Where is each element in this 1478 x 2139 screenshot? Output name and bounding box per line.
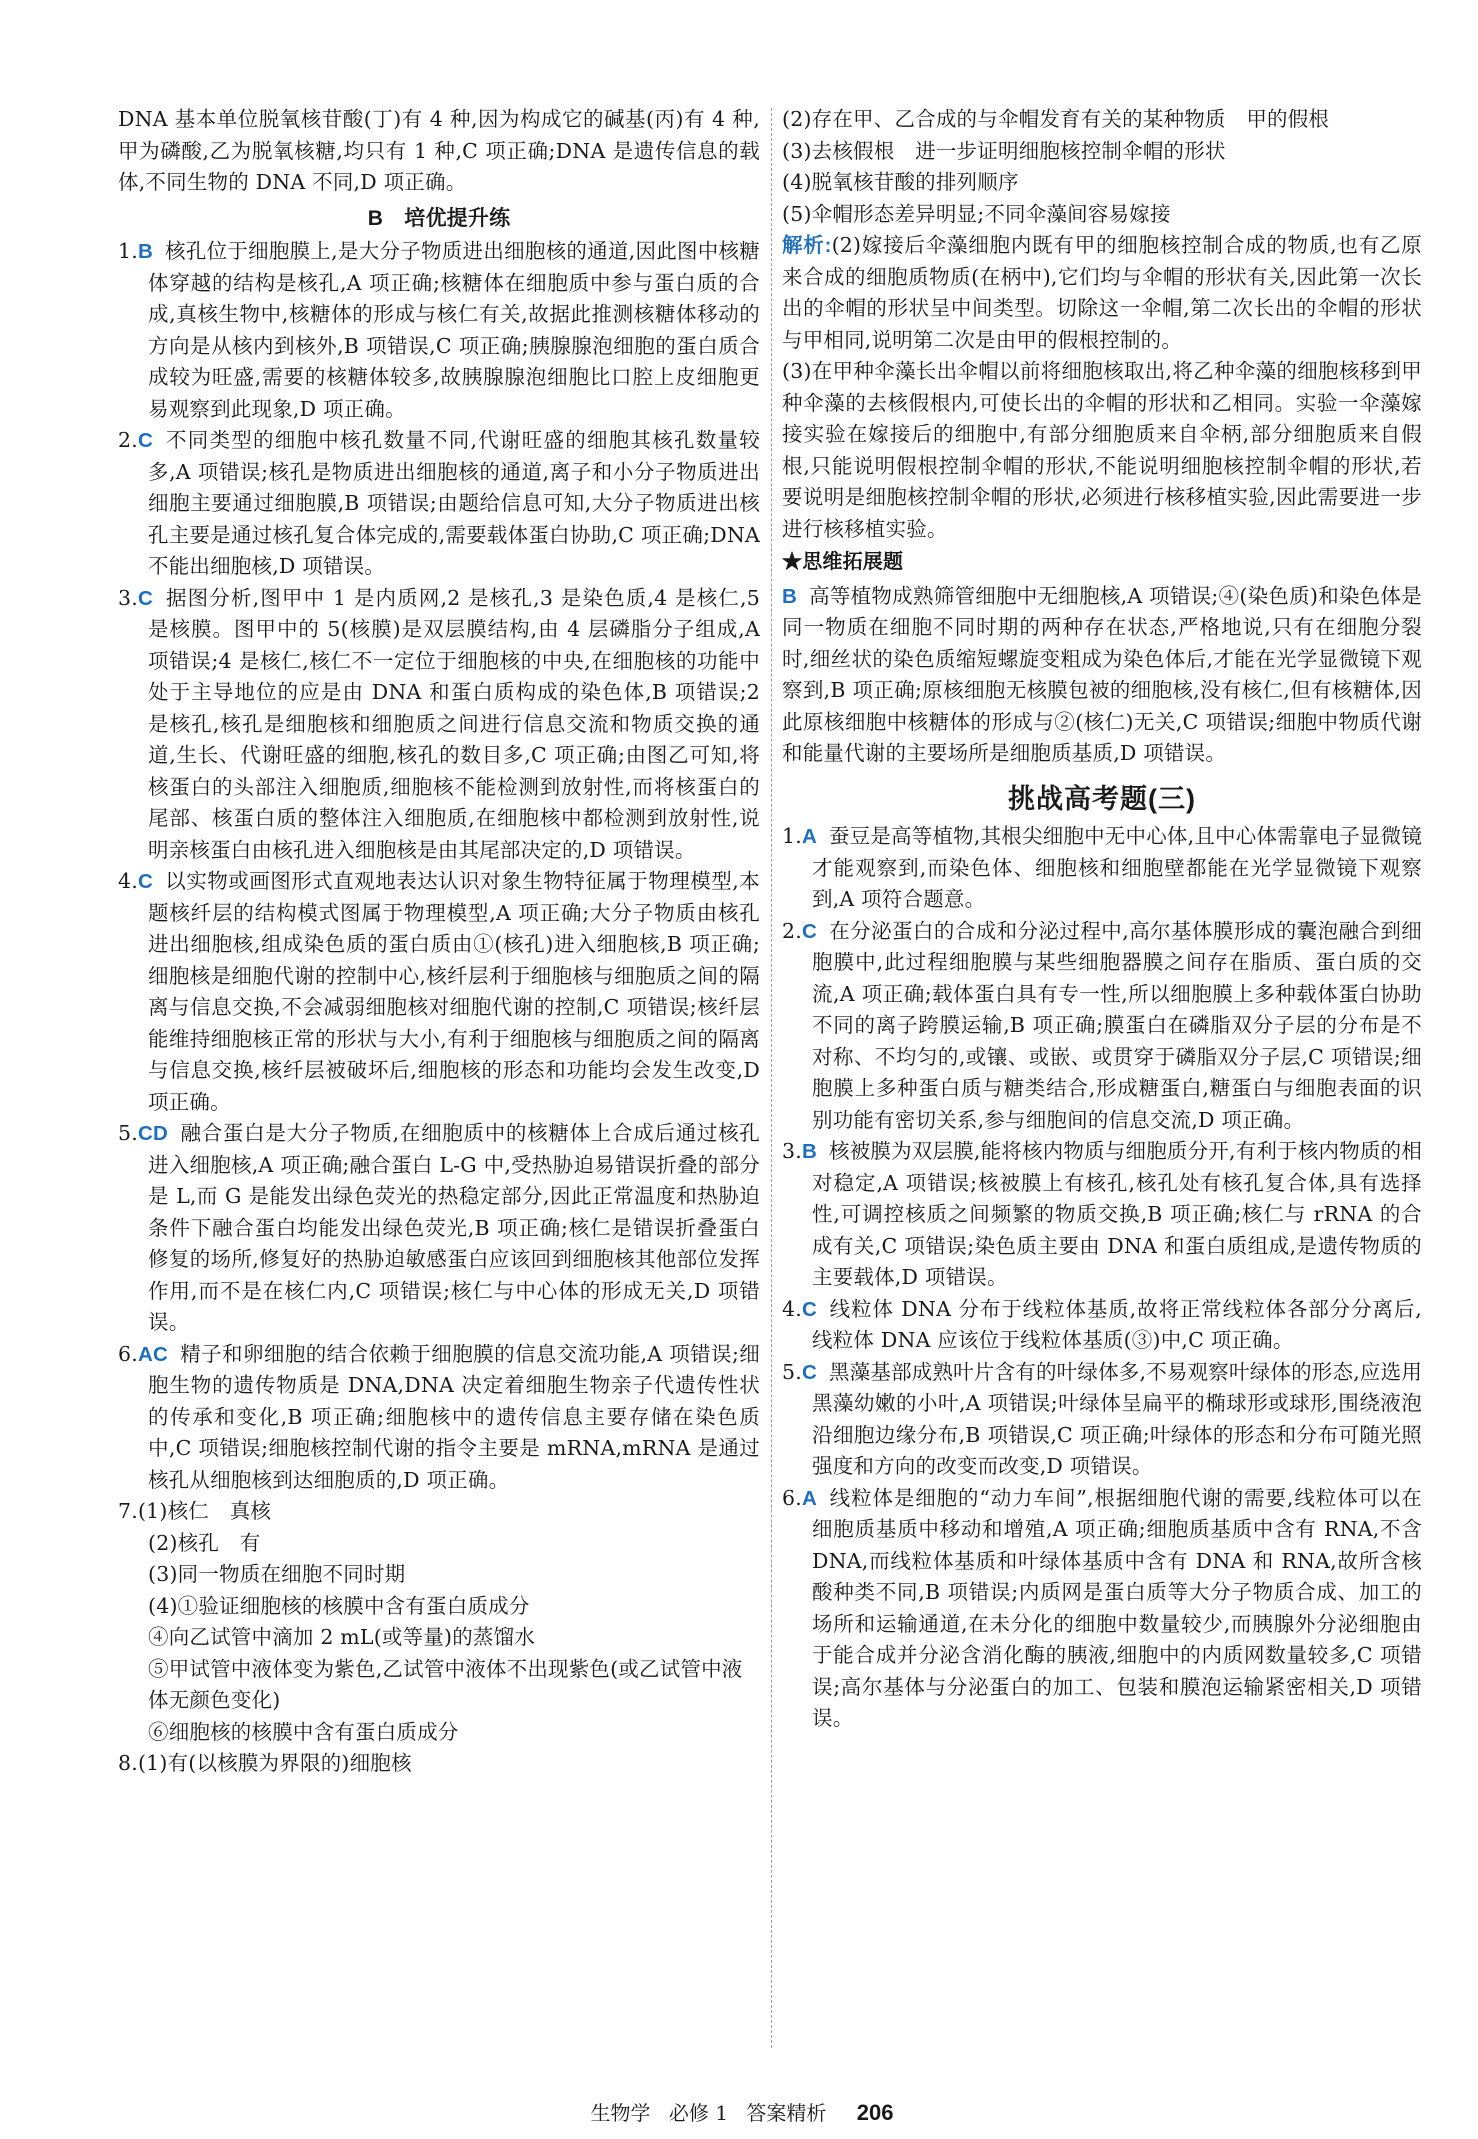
challenge-item-3 (782, 1136, 1422, 1294)
item-number: 4. (782, 1296, 802, 1321)
section-heading-b: B 培优提升练 (367, 206, 511, 230)
answer-line: (3)同一物质在细胞不同时期 (148, 1562, 406, 1586)
answer-text: 核孔位于细胞膜上,是大分子物质进出细胞核的通道,因此图中核糖体穿越的结构是核孔,A 项正确;核糖体在细胞质中参与蛋白质的合成,真核生物中,核糖体的形成与核仁有关,故据此推测核糖体移动的方向是从核内到核外,B 项错误,C 项正确;胰腺腺泡细胞的蛋白质合成较为旺盛,需要的核糖体较多,故胰腺腺泡细胞比口腔上皮细胞更易观察到此现象,D 项正确。 (148, 239, 760, 421)
answer-letter: C (801, 919, 817, 943)
item-number: 6. (782, 1485, 802, 1510)
answer-item-3 (118, 583, 760, 867)
challenge-item-1 (782, 821, 1422, 916)
challenge-item-2 (782, 916, 1422, 1137)
answer-letter: B (782, 584, 798, 608)
answer-text: 核被膜为双层膜,能将核内物质与细胞质分开,有利于核内物质的相对稳定,A 项错误;核被膜上有核孔,核孔处有核孔复合体,具有选择性,可调控核质之间频繁的物质交换,B 项正确;核仁与 rRNA 的合成有关,C 项错误;染色质主要由 DNA 和蛋白质组成,是遗传物质的主要载体,D 项错误。 (812, 1139, 1422, 1289)
left-column (118, 104, 760, 2064)
challenge-item-4 (782, 1294, 1422, 1357)
analysis-paragraph-2: (3)在甲种伞藻长出伞帽以前将细胞核取出,将乙种伞藻的细胞核移到甲种伞藻的去核假根内,可使长出的伞帽的形状和乙相同。实验一伞藻嫁接实验在嫁接后的细胞中,有部分细胞质来自伞柄,部分细胞质来自假根,只能说明假根控制伞帽的形状,不能说明细胞核控制伞帽的形状,若要说明是细胞核控制伞帽的形状,必须进行核移植实验,因此需要进一步进行核移植实验。 (782, 359, 1422, 541)
challenge-item-6 (782, 1483, 1422, 1735)
answer-line: (4)脱氧核苷酸的排列顺序 (782, 170, 1019, 194)
right-column (782, 104, 1422, 2064)
answer-line: ⑤甲试管中液体变为紫色,乙试管中液体不出现紫色(或乙试管中液体无颜色变化) (148, 1656, 743, 1712)
answer-letter: C (137, 429, 153, 452)
answer-item-7 (118, 1496, 760, 1528)
answer-text: 高等植物成熟筛管细胞中无细胞核,A 项错误;④(染色质)和染色体是同一物质在细胞不同时期的两种存在状态,严格地说,只有在细胞分裂时,细丝状的染色质缩短螺旋变粗成为染色体后,才能在光学显微镜下观察到,B 项正确;原核细胞无核膜包被的细胞核,没有核仁,但有核糖体,因此原核细胞中核糖体的形成与②(核仁)无关,C 项错误;细胞中物质代谢和能量代谢的主要场所是细胞质基质,D 项错误。 (782, 583, 1422, 765)
answer-item-4 (118, 866, 760, 1118)
answer-letter: C (137, 870, 153, 893)
answer-line: (5)伞帽形态差异明显;不同伞藻间容易嫁接 (782, 201, 1171, 226)
answer-item-1 (118, 236, 760, 425)
item-number: 5. (782, 1359, 802, 1384)
footer-book: 必修 1 (668, 2101, 728, 2125)
answer-text: 黑藻基部成熟叶片含有的叶绿体多,不易观察叶绿体的形态,应选用黑藻幼嫩的小叶,A 项错误;叶绿体呈扁平的椭球形或球形,围绕液泡沿细胞边缘分布,B 项错误,C 项正确;叶绿体的形态和分布可随光照强度和方向的改变而改变,D 项错误。 (812, 1359, 1422, 1478)
item-number: 6. (118, 1341, 138, 1366)
item-number: 2. (118, 428, 138, 452)
page-number: 206 (856, 2100, 894, 2125)
footer-section: 答案精析 (746, 2101, 827, 2125)
answer-text: (1)核仁 真核 (137, 1499, 272, 1523)
item-number: 3. (118, 585, 138, 610)
item-number: 1. (118, 239, 138, 263)
answer-text: 据图分析,图甲中 1 是内质网,2 是核孔,3 是染色质,4 是核仁,5 是核膜。图甲中的 5(核膜)是双层膜结构,由 4 层磷脂分子组成,A 项错误;4 是核仁,核仁不一定位于细胞核的中央,在细胞核的功能中处于主导地位的应是由 DNA 和蛋白质构成的染色体,B 项错误;2 是核孔,核孔是细胞核和细胞质之间进行信息交流和物质交换的通道,生长、代谢旺盛的细胞,核孔的数目多,C 项正确;由图乙可知,将核蛋白的头部注入细胞质,细胞核不能检测到放射性,而将核蛋白的尾部、核蛋白质的整体注入细胞质,在细胞核中都检测到放射性,说明亲核蛋白由核孔进入细胞核是由其尾部决定的,D 项错误。 (148, 585, 760, 862)
answer-text: 在分泌蛋白的合成和分泌过程中,高尔基体膜形成的囊泡融合到细胞膜中,此过程细胞膜与某些细胞器膜之间存在脂质、蛋白质的交流,A 项正确;载体蛋白具有专一性,所以细胞膜上多种载体蛋白协助不同的离子跨膜运输,B 项正确;膜蛋白在磷脂双分子层的分布是不对称、不均匀的,或镶、或嵌、或贯穿于磷脂双分子层,C 项错误;细胞膜上多种蛋白质与糖类结合,形成糖蛋白,糖蛋白与细胞表面的识别功能有密切关系,参与细胞间的信息交流,D 项正确。 (812, 918, 1422, 1132)
answer-text: 线粒体 DNA 分布于线粒体基质,故将正常线粒体各部分分离后,线粒体 DNA 应该位于线粒体基质(③)中,C 项正确。 (812, 1296, 1422, 1352)
answer-letter: B (801, 1140, 817, 1163)
item-number: 3. (782, 1139, 802, 1163)
answer-text: 线粒体是细胞的“动力车间”,根据细胞代谢的需要,线粒体可以在细胞质基质中移动和增殖,A 项正确;细胞质基质中含有 RNA,不含 DNA,而线粒体基质和叶绿体基质中含有 DNA 和 RNA,故所含核酸种类不同,B 项错误;内质网是蛋白质等大分子物质合成、加工的场所和运输通道,在未分化的细胞中数量较少,而胰腺外分泌细胞由于能合成并分泌含消化酶的胰液,细胞中的内质网数量较多,C 项错误;高尔基体与分泌蛋白的加工、包装和膜泡运输紧密相关,D 项错误。 (812, 1485, 1422, 1730)
challenge-item-5 (782, 1357, 1422, 1483)
answer-item-5 (118, 1118, 760, 1339)
answer-text: 不同类型的细胞中核孔数量不同,代谢旺盛的细胞其核孔数量较多,A 项错误;核孔是物质进出细胞核的通道,离子和小分子物质进出细胞主要通过细胞膜,B 项错误;由题给信息可知,大分子物质进出核孔主要是通过核孔复合体完成的,需要载体蛋白协助,C 项正确;DNA 不能出细胞核,D 项错误。 (148, 428, 760, 578)
answer-letter: A (801, 825, 817, 848)
answer-item-8 (118, 1748, 760, 1780)
answer-line: (3)去核假根 进一步证明细胞核控制伞帽的形状 (782, 138, 1226, 163)
item-number: 7. (118, 1499, 138, 1523)
answer-item-6 (118, 1339, 760, 1497)
answer-line: ④向乙试管中滴加 2 mL(或等量)的蒸馏水 (148, 1625, 536, 1649)
answer-line: (2)存在甲、乙合成的与伞帽发育有关的某种物质 甲的假根 (782, 107, 1330, 131)
analysis-label: 解析: (782, 234, 832, 257)
challenge-heading: 挑战高考题(三) (1008, 783, 1196, 814)
analysis-paragraph-1 (782, 230, 1422, 356)
item-number: 1. (782, 824, 802, 848)
thinking-extension-heading: ★思维拓展题 (782, 551, 904, 573)
answer-text: 以实物或画图形式直观地表达认识对象生物特征属于物理模型,本题核纤层的结构模式图属于物理模型,A 项正确;大分子物质由核孔进出细胞核,组成染色质的蛋白质由①(核孔)进入细胞核,B 项正确;细胞核是细胞代谢的控制中心,核纤层利于细胞核与细胞质之间的隔离与信息交换,不会减弱细胞核对细胞代谢的控制,C 项错误;核纤层能维持细胞核正常的形状与大小,有利于细胞核与细胞质之间的隔离与信息交换,核纤层被破坏后,细胞核的形态和功能均会发生改变,D 项正确。 (148, 869, 760, 1114)
answer-letter: C (137, 586, 153, 610)
answer-text: 蚕豆是高等植物,其根尖细胞中无中心体,且中心体需靠电子显微镜才能观察到,而染色体、细胞核和细胞壁都能在光学显微镜下观察到,A 项符合题意。 (812, 824, 1422, 911)
answer-text: 融合蛋白是大分子物质,在细胞质中的核糖体上合成后通过核孔进入细胞核,A 项正确;融合蛋白 L-G 中,受热胁迫易错误折叠的部分是 L,而 G 是能发出绿色荧光的热稳定部分,因此正常温度和热胁迫条件下融合蛋白均能发出绿色荧光,B 项正确;核仁是错误折叠蛋白修复的场所,修复好的热胁迫敏感蛋白应该回到细胞核其他部位发挥作用,而不是在核仁内,C 项错误;核仁与中心体的形成无关,D 项错误。 (148, 1121, 760, 1334)
answer-letter: B (137, 240, 153, 263)
answer-letter: A (801, 1486, 817, 1510)
item-number: 5. (118, 1121, 138, 1145)
answer-line: (2)核孔 有 (148, 1530, 261, 1555)
column-divider (771, 108, 772, 2048)
answer-letter: CD (137, 1122, 168, 1145)
answer-item-2 (118, 425, 760, 583)
star-answer (782, 581, 1422, 770)
item-number: 2. (782, 918, 802, 943)
answer-line: (4)①验证细胞核的核膜中含有蛋白质成分 (148, 1593, 530, 1618)
answer-text: 精子和卵细胞的结合依赖于细胞膜的信息交流功能,A 项错误;细胞生物的遗传物质是 DNA,DNA 决定着细胞生物亲子代遗传性状的传承和变化,B 项正确;细胞核中的遗传信息主要存储在染色质中,C 项错误;细胞核控制代谢的指令主要是 mRNA,mRNA 是通过核孔从细胞核到达细胞质的,D 项正确。 (148, 1341, 760, 1492)
answer-letter: C (801, 1297, 817, 1321)
answer-letter: C (801, 1360, 817, 1384)
item-number: 8. (118, 1751, 138, 1775)
answer-letter: AC (137, 1342, 168, 1366)
intro-paragraph: DNA 基本单位脱氧核苷酸(丁)有 4 种,因为构成它的碱基(丙)有 4 种,甲为磷酸,乙为脱氧核糖,均只有 1 种,C 项正确;DNA 是遗传信息的载体,不同生物的 DNA 不同,D 项正确。 (118, 107, 760, 194)
item-number: 4. (118, 869, 138, 893)
analysis-text: (2)嫁接后伞藻细胞内既有甲的细胞核控制合成的物质,也有乙原来合成的细胞质物质(在柄中),它们均与伞帽的形状有关,因此第一次长出的伞帽的形状呈中间类型。切除这一伞帽,第二次长出的伞帽的形状与甲相同,说明第二次是由甲的假根控制的。 (782, 233, 1422, 352)
page-footer (0, 2097, 1478, 2126)
footer-subject: 生物学 (590, 2101, 651, 2125)
answer-text: (1)有(以核膜为界限的)细胞核 (137, 1751, 412, 1775)
answer-line: ⑥细胞核的核膜中含有蛋白质成分 (148, 1719, 459, 1744)
